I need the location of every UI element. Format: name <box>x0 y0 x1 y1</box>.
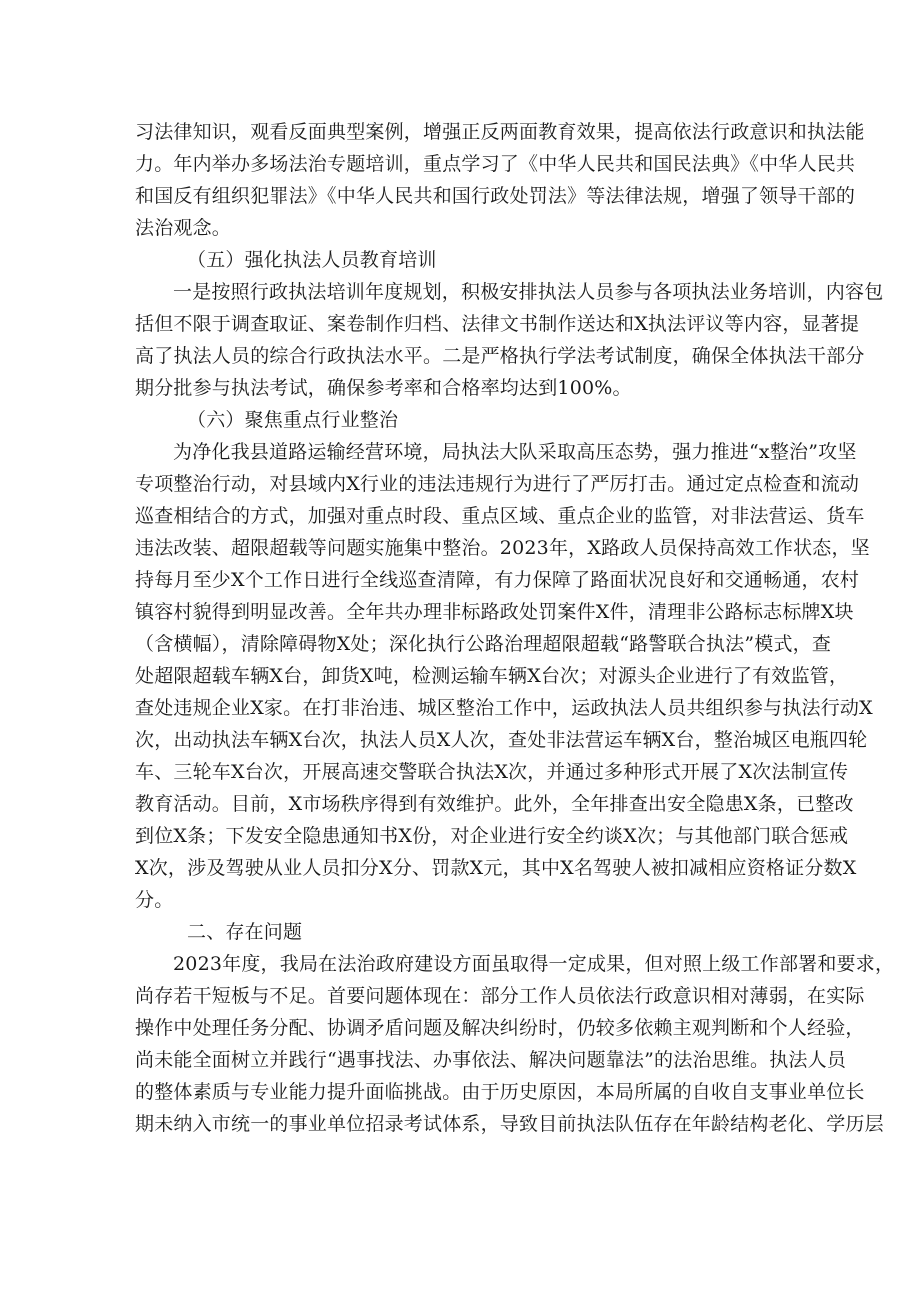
paragraph-line: 尚未能全面树立并践行“遇事找法、办事依法、解决问题靠法”的法治思维。执法人员 <box>135 1049 847 1071</box>
paragraph-line: 期分批参与执法考试，确保参考率和合格率均达到100%。 <box>135 377 632 399</box>
paragraph-line: 括但不限于调查取证、案卷制作归档、法律文书制作送达和X执法评议等内容，显著提 <box>135 313 860 335</box>
paragraph-line: 分。 <box>135 889 174 911</box>
section-heading: （五）强化执法人员教育培训 <box>187 249 437 271</box>
paragraph-line: 力。年内举办多场法治专题培训，重点学习了《中华人民共和国民法典》《中华人民共 <box>135 153 856 175</box>
paragraph-line: 尚存若干短板与不足。首要问题体现在：部分工作人员依法行政意识相对薄弱，在实际 <box>135 985 865 1007</box>
paragraph-line: 处超限超载车辆X台，卸货X吨，检测运输车辆X台次；对源头企业进行了有效监管， <box>135 665 849 687</box>
paragraph-line: 高了执法人员的综合行政执法水平。二是严格执行学法考试制度，确保全体执法干部分 <box>135 345 865 367</box>
paragraph-line: 专项整治行动，对县域内X行业的违法违规行为进行了严厉打击。通过定点检查和流动 <box>135 473 860 495</box>
paragraph-line: 镇容村貌得到明显改善。全年共办理非标路政处罚案件X件，清理非公路标志标牌X块 <box>135 601 854 623</box>
section-heading: 二、存在问题 <box>187 921 303 943</box>
paragraph-line: 次，出动执法车辆X台次，执法人员X人次，查处非法营运车辆X台，整治城区电瓶四轮 <box>135 729 868 751</box>
paragraph-line: 违法改装、超限超载等问题实施集中整治。2023年，X路政人员保持高效工作状态，坚 <box>135 537 870 559</box>
paragraph-line: X次，涉及驾驶从业人员扣分X分、罚款X元，其中X名驾驶人被扣减相应资格证分数X <box>135 857 857 879</box>
paragraph-line: 教育活动。目前，X市场秩序得到有效维护。此外，全年排查出安全隐患X条，已整改 <box>135 793 854 815</box>
paragraph-line: 持每月至少X个工作日进行全线巡查清障，有力保障了路面状况良好和交通畅通，农村 <box>135 569 860 591</box>
document-page <box>135 116 895 1140</box>
paragraph-line: 车、三轮车X台次，开展高速交警联合执法X次，并通过多种形式开展了X次法制宣传 <box>135 761 849 783</box>
paragraph-line: 法治观念。 <box>135 217 232 239</box>
paragraph-line: 到位X条；下发安全隐患通知书X份，对企业进行安全约谈X次；与其他部门联合惩戒 <box>135 825 849 847</box>
paragraph-line: 巡查相结合的方式，加强对重点时段、重点区域、重点企业的监管，对非法营运、货车 <box>135 505 865 527</box>
paragraph-line: 期未纳入市统一的事业单位招录考试体系，导致目前执法队伍存在年龄结构老化、学历层 <box>135 1113 884 1135</box>
paragraph-line: 2023年度，我局在法治政府建设方面虽取得一定成果，但对照上级工作部署和要求， <box>173 953 895 975</box>
section-heading: （六）聚焦重点行业整治 <box>187 409 399 431</box>
paragraph-line: 为净化我县道路运输经营环境，局执法大队采取高压态势，强力推进“x整治”攻坚 <box>173 441 857 463</box>
paragraph-line: （含横幅），清除障碍物X处；深化执行公路治理超限超载“路警联合执法”模式，查 <box>135 633 832 655</box>
paragraph-line: 习法律知识，观看反面典型案例，增强正反两面教育效果，提高依法行政意识和执法能 <box>135 121 865 143</box>
paragraph-line: 的整体素质与专业能力提升面临挑战。由于历史原因，本局所属的自收自支事业单位长 <box>135 1081 865 1103</box>
paragraph-line: 操作中处理任务分配、协调矛盾问题及解决纠纷时，仍较多依赖主观判断和个人经验， <box>135 1017 865 1039</box>
paragraph-line: 一是按照行政执法培训年度规划，积极安排执法人员参与各项执法业务培训，内容包 <box>173 281 884 303</box>
paragraph-line: 和国反有组织犯罪法》《中华人民共和国行政处罚法》等法律法规，增强了领导干部的 <box>135 185 856 207</box>
paragraph-line: 查处违规企业X家。在打非治违、城区整治工作中，运政执法人员共组织参与执法行动X <box>135 697 873 719</box>
